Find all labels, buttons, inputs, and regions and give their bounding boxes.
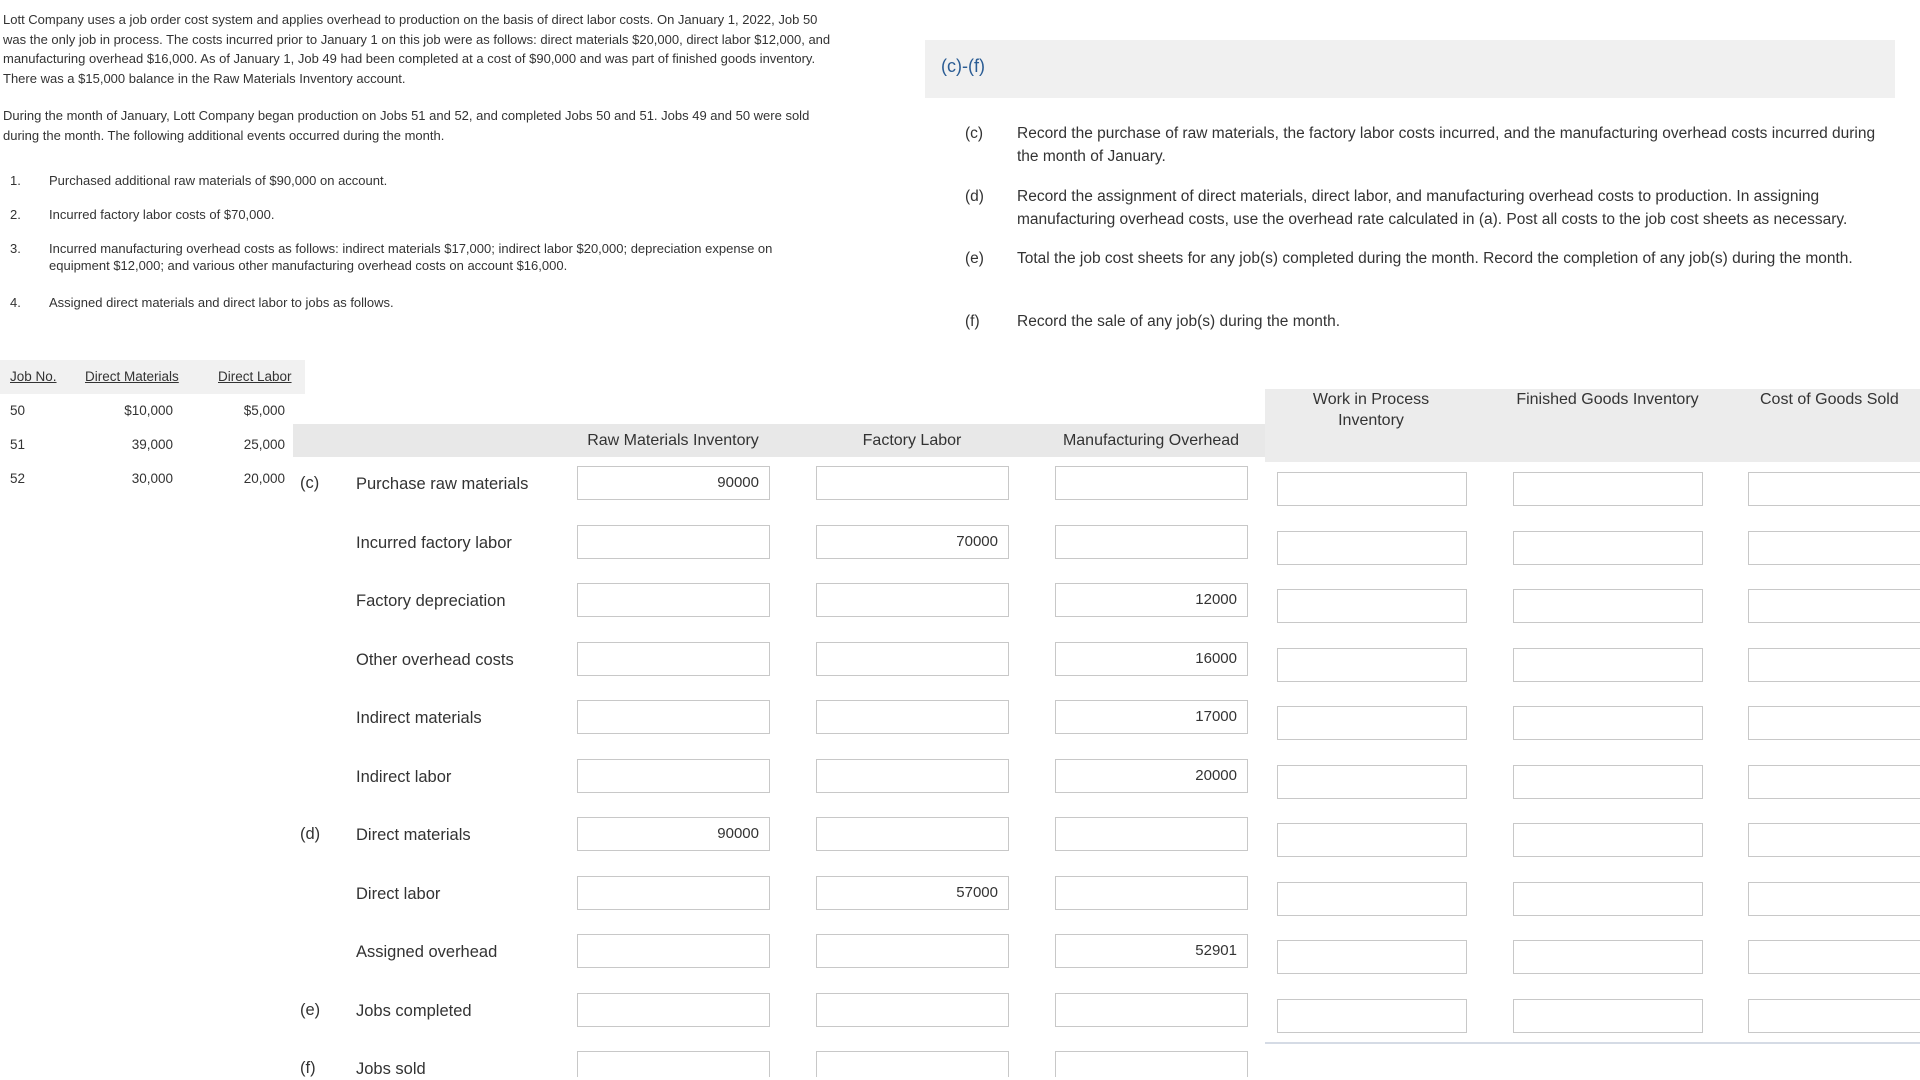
ledger-row-label: Jobs completed: [356, 1002, 472, 1020]
ledger-input-cell[interactable]: [816, 1051, 1009, 1077]
ledger-input-cell[interactable]: 16000: [1055, 642, 1248, 676]
ledger-input-cell[interactable]: [1513, 531, 1703, 565]
direct-labor-cell: 25,000: [243, 437, 285, 452]
ledger-row-label: Direct labor: [356, 885, 441, 903]
ledger-input-cell[interactable]: [577, 759, 770, 793]
column-finished-goods-inventory: Finished Goods Inventory: [1516, 391, 1699, 408]
job-no-cell: 52: [10, 471, 26, 486]
ledger-input-cell[interactable]: 20000: [1055, 759, 1248, 793]
ledger-input-cell[interactable]: [816, 642, 1009, 676]
problem-paragraph-2: During the month of January, Lott Company began production on Jobs 51 and 52, and completed Jobs 50 and 51. Jobs 49 and 50 were sold during the month. The following additional events occurred during the month.: [3, 108, 810, 143]
ledger-input-cell[interactable]: [1277, 765, 1467, 799]
instruction-tag: (d): [965, 188, 984, 205]
ledger-row-tag: (c): [300, 474, 320, 492]
ledger-input-cell[interactable]: [1277, 940, 1467, 974]
ledger-input-cell[interactable]: [1513, 999, 1703, 1033]
ledger-input-cell[interactable]: [1055, 466, 1248, 500]
ledger-input-cell[interactable]: [1277, 882, 1467, 916]
ledger-row-label: Assigned overhead: [356, 943, 498, 961]
column-manufacturing-overhead: Manufacturing Overhead: [1062, 432, 1240, 449]
ledger-input-cell[interactable]: [1748, 531, 1920, 565]
ledger-input-cell[interactable]: [1748, 765, 1920, 799]
ledger-input-cell[interactable]: [1513, 882, 1703, 916]
direct-labor-cell: $5,000: [243, 403, 285, 418]
ledger-input-cell[interactable]: [1748, 472, 1920, 506]
ledger-input-cell[interactable]: [1513, 765, 1703, 799]
instruction-text: Record the purchase of raw materials, the factory labor costs incurred, and the manufacturing overhead costs incurred during the month of January.: [1017, 125, 1876, 165]
ledger-input-cell[interactable]: [577, 700, 770, 734]
ledger-input-cell[interactable]: [577, 642, 770, 676]
instruction-tag: (f): [965, 313, 980, 330]
event-number: 1.: [10, 173, 21, 188]
column-work-in-process-inventory: Work in Process Inventory: [1312, 391, 1430, 429]
ledger-row-label: Purchase raw materials: [356, 475, 529, 493]
event-number: 4.: [10, 295, 21, 310]
ledger-row-label: Jobs sold: [356, 1060, 426, 1078]
ledger-row-tag: (f): [300, 1059, 316, 1077]
ledger-row-label: Indirect labor: [356, 768, 452, 786]
direct-materials-cell: 39,000: [131, 437, 173, 452]
ledger-row-label: Direct materials: [356, 826, 471, 844]
ledger-input-cell[interactable]: [1748, 882, 1920, 916]
ledger-input-cell[interactable]: 17000: [1055, 700, 1248, 734]
direct-materials-cell: $10,000: [124, 403, 173, 418]
instruction-text: Record the assignment of direct materials, direct labor, and manufacturing overhead costs to production. In assigning manufacturing overhead costs, use the overhead rate calculated in (a). Post all costs to the job cost sheets as necessary.: [1017, 188, 1848, 228]
ledger-input-cell[interactable]: [1748, 940, 1920, 974]
ledger-input-cell[interactable]: [1513, 589, 1703, 623]
ledger-input-cell[interactable]: [1277, 648, 1467, 682]
ledger-row-label: Incurred factory labor: [356, 534, 512, 552]
ledger-input-cell[interactable]: [1277, 472, 1467, 506]
ledger-input-cell[interactable]: 70000: [816, 525, 1009, 559]
ledger-input-cell[interactable]: [816, 466, 1009, 500]
ledger-row-label: Other overhead costs: [356, 651, 514, 669]
ledger-input-cell[interactable]: [1748, 823, 1920, 857]
ledger-input-cell[interactable]: [1748, 648, 1920, 682]
ledger-input-cell[interactable]: [1277, 706, 1467, 740]
ledger-input-cell[interactable]: [577, 1051, 770, 1077]
panel-title-bar: [925, 40, 1895, 98]
ledger-input-cell[interactable]: [577, 934, 770, 968]
instruction-tag: (e): [965, 250, 984, 267]
ledger-input-cell[interactable]: [1513, 823, 1703, 857]
ledger-input-cell[interactable]: 57000: [816, 876, 1009, 910]
ledger-input-cell[interactable]: [1277, 999, 1467, 1033]
ledger-input-cell[interactable]: 90000: [577, 466, 770, 500]
ledger-input-cell[interactable]: 52901: [1055, 934, 1248, 968]
ledger-input-cell[interactable]: [1055, 525, 1248, 559]
ledger-input-cell[interactable]: [1277, 531, 1467, 565]
ledger-row-label: Indirect materials: [356, 709, 482, 727]
ledger-input-cell[interactable]: [1513, 706, 1703, 740]
ledger-input-cell[interactable]: [577, 993, 770, 1027]
column-cost-of-goods-sold: Cost of Goods Sold: [1760, 391, 1899, 408]
header-job-no: Job No.: [10, 369, 57, 384]
ledger-input-cell[interactable]: [1748, 589, 1920, 623]
event-text: Assigned direct materials and direct labor to jobs as follows.: [49, 295, 394, 310]
ledger-input-cell[interactable]: [1277, 589, 1467, 623]
direct-materials-cell: 30,000: [131, 471, 173, 486]
column-raw-materials-inventory: Raw Materials Inventory: [587, 432, 759, 449]
ledger-bottom-divider: [1265, 1042, 1920, 1044]
ledger-input-cell[interactable]: [1513, 472, 1703, 506]
ledger-input-cell[interactable]: 12000: [1055, 583, 1248, 617]
ledger-input-cell[interactable]: [1748, 706, 1920, 740]
problem-description: [3, 10, 833, 145]
event-number: 3.: [10, 241, 21, 256]
instruction-tag: (c): [965, 125, 984, 142]
ledger-input-cell[interactable]: [577, 583, 770, 617]
ledger-input-cell[interactable]: [1055, 993, 1248, 1027]
instruction-text: Record the sale of any job(s) during the month.: [1017, 313, 1341, 330]
ledger-input-cell[interactable]: [1748, 999, 1920, 1033]
ledger-input-cell[interactable]: [1055, 817, 1248, 851]
header-direct-materials: Direct Materials: [85, 369, 179, 384]
ledger-input-cell[interactable]: [1513, 648, 1703, 682]
ledger-row-tag: (d): [300, 825, 321, 843]
event-text: Incurred factory labor costs of $70,000.: [49, 207, 275, 222]
ledger-input-cell[interactable]: [1055, 1051, 1248, 1077]
ledger-input-cell[interactable]: [1513, 940, 1703, 974]
ledger-input-cell[interactable]: [1055, 876, 1248, 910]
job-no-cell: 51: [10, 437, 26, 452]
ledger-input-cell[interactable]: [816, 817, 1009, 851]
ledger-input-cell[interactable]: 90000: [577, 817, 770, 851]
ledger-input-cell[interactable]: [816, 700, 1009, 734]
problem-paragraph-1: Lott Company uses a job order cost system and applies overhead to production on the basis of direct labor costs. On January 1, 2022, Job 50 was the only job in process. The costs incurred prior to January 1 on this job were as follows: direct materials $20,000, direct labor $12,000, and manufacturing overhead $16,000. As of January 1, Job 49 had been completed at a cost of $90,000 and was part of finished goods inventory. There was a $15,000 balance in the Raw Materials Inventory account.: [3, 12, 831, 86]
header-direct-labor: Direct Labor: [218, 369, 292, 384]
event-text: Incurred manufacturing overhead costs as follows: indirect materials $17,000; indirect labor $20,000; depreciation expense on equipment $12,000; and various other manufacturing overhead costs on account $16,000.: [49, 241, 773, 273]
event-text: Purchased additional raw materials of $90,000 on account.: [49, 173, 388, 188]
ledger-input-cell[interactable]: [816, 934, 1009, 968]
ledger-input-cell[interactable]: [1277, 823, 1467, 857]
ledger-row-tag: (e): [300, 1001, 321, 1019]
ledger-input-cell[interactable]: [577, 525, 770, 559]
ledger-input-cell[interactable]: [816, 993, 1009, 1027]
ledger-input-cell[interactable]: [816, 759, 1009, 793]
column-factory-labor: Factory Labor: [862, 432, 962, 449]
event-number: 2.: [10, 207, 21, 222]
panel-title: (c)-(f): [941, 56, 985, 76]
ledger-row-label: Factory depreciation: [356, 592, 506, 610]
ledger-input-cell[interactable]: [816, 583, 1009, 617]
ledger-input-cell[interactable]: [577, 876, 770, 910]
direct-labor-cell: 20,000: [243, 471, 285, 486]
instruction-text: Total the job cost sheets for any job(s) completed during the month. Record the completion of any job(s) during the month.: [1017, 250, 1853, 267]
job-no-cell: 50: [10, 403, 26, 418]
